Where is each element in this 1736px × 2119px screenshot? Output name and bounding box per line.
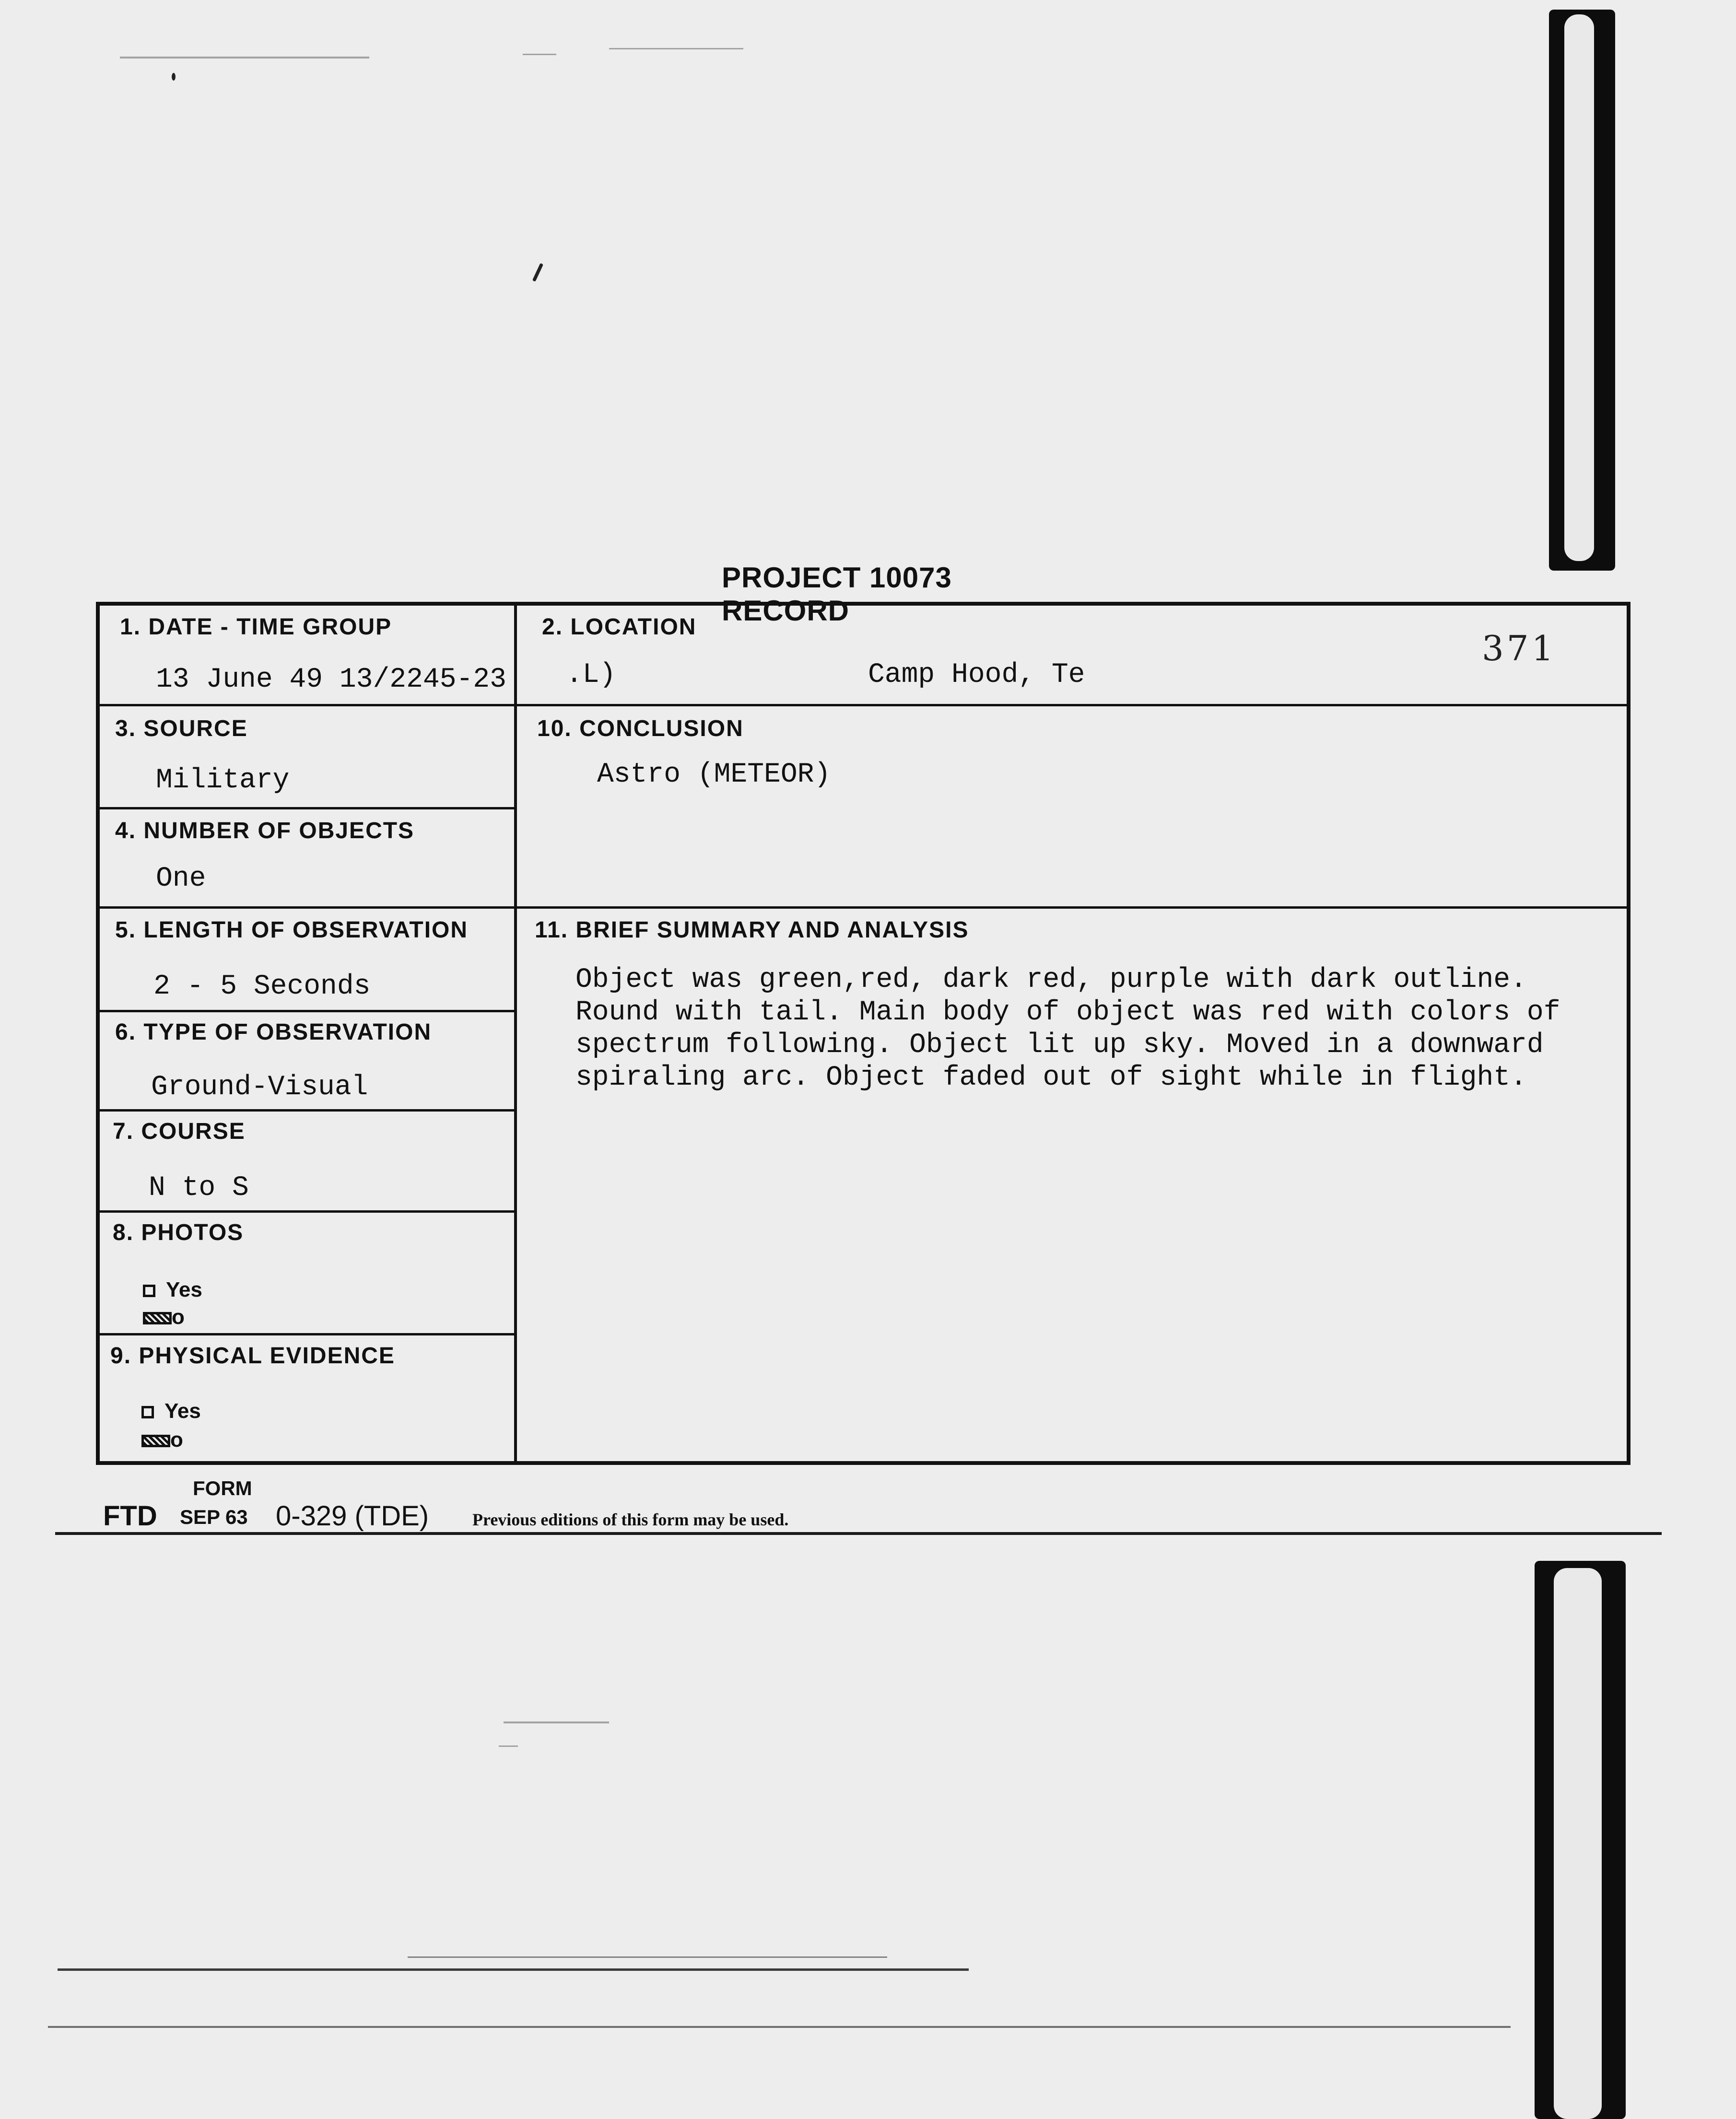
footer-note: Previous editions of this form may be used. xyxy=(472,1510,789,1529)
divider-left-6 xyxy=(98,1210,516,1213)
location-label: 2. LOCATION xyxy=(542,614,697,640)
divider-left-7 xyxy=(98,1333,516,1335)
scan-mark-top-3 xyxy=(609,48,743,49)
number-of-objects-value: One xyxy=(156,863,206,894)
divider-left-1 xyxy=(98,704,1629,706)
location-prefix: .L) xyxy=(566,659,616,691)
footer-form-number: 0-329 (TDE) xyxy=(276,1500,429,1532)
scan-mark-lower-4 xyxy=(408,1956,887,1958)
physical-evidence-yes-label: Yes xyxy=(164,1399,201,1423)
source-value: Military xyxy=(156,765,290,796)
brief-summary-label: 11. BRIEF SUMMARY AND ANALYSIS xyxy=(535,917,969,943)
brief-summary-text: Object was green,red, dark red, purple with dark outline. Round with tail. Main body of object was red with colors of spectrum following. Object lit up sky. Moved in a downward spiraling arc. Object faded out of sight while in flight. xyxy=(575,964,1560,1093)
conclusion-value: Astro (METEOR) xyxy=(597,759,831,790)
divider-left-2 xyxy=(98,807,516,809)
film-edge-upper-gap xyxy=(1564,14,1594,561)
scan-mark-lower-5 xyxy=(48,2026,1511,2028)
physical-evidence-no-checkbox xyxy=(141,1435,170,1447)
photos-no-option xyxy=(143,1305,185,1329)
course-value: N to S xyxy=(149,1172,249,1204)
divider-left-4 xyxy=(98,1010,516,1012)
date-time-group-label: 1. DATE - TIME GROUP xyxy=(120,614,392,640)
physical-evidence-yes-checkbox xyxy=(141,1406,154,1418)
physical-evidence-no-label: o xyxy=(170,1428,183,1452)
type-of-observation-value: Ground-Visual xyxy=(151,1072,368,1103)
form-title: PROJECT 10073 RECORD xyxy=(722,562,952,627)
location-value: Camp Hood, Te xyxy=(868,659,1085,691)
scan-speck xyxy=(532,263,543,281)
length-of-observation-value: 2 - 5 Seconds xyxy=(153,971,371,1002)
type-of-observation-label: 6. TYPE OF OBSERVATION xyxy=(115,1019,432,1045)
scan-mark-top-2 xyxy=(523,54,556,55)
date-time-group-value: 13 June 49 13/2245-23 xyxy=(156,664,506,695)
photos-yes-checkbox xyxy=(143,1285,155,1297)
physical-evidence-no-option xyxy=(141,1428,183,1452)
source-label: 3. SOURCE xyxy=(115,716,248,741)
scan-speck xyxy=(172,73,176,81)
divider-left-3 xyxy=(98,906,1629,909)
page-number: 371 xyxy=(1482,628,1557,668)
conclusion-label: 10. CONCLUSION xyxy=(537,716,744,741)
divider-left-5 xyxy=(98,1109,516,1112)
length-of-observation-label: 5. LENGTH OF OBSERVATION xyxy=(115,917,469,943)
course-label: 7. COURSE xyxy=(113,1119,246,1144)
number-of-objects-label: 4. NUMBER OF OBJECTS xyxy=(115,818,415,843)
photos-no-label: o xyxy=(172,1305,185,1329)
frame-separator xyxy=(55,1532,1662,1535)
footer-date-code: SEP 63 xyxy=(180,1506,248,1528)
footer-agency: FTD xyxy=(103,1500,157,1532)
photos-yes-label: Yes xyxy=(166,1278,202,1301)
scan-mark-top xyxy=(120,57,369,59)
scan-mark-lower-3 xyxy=(58,1968,969,1971)
footer-form-word: FORM xyxy=(193,1477,252,1499)
physical-evidence-label: 9. PHYSICAL EVIDENCE xyxy=(110,1343,395,1369)
photos-yes-option xyxy=(143,1278,202,1302)
physical-evidence-yes-option xyxy=(141,1399,201,1423)
scan-mark-lower xyxy=(504,1721,609,1723)
scan-mark-lower-2 xyxy=(499,1745,518,1747)
film-edge-lower-gap xyxy=(1554,1568,1602,2119)
photos-label: 8. PHOTOS xyxy=(113,1220,244,1245)
photos-no-checkbox xyxy=(143,1312,172,1324)
